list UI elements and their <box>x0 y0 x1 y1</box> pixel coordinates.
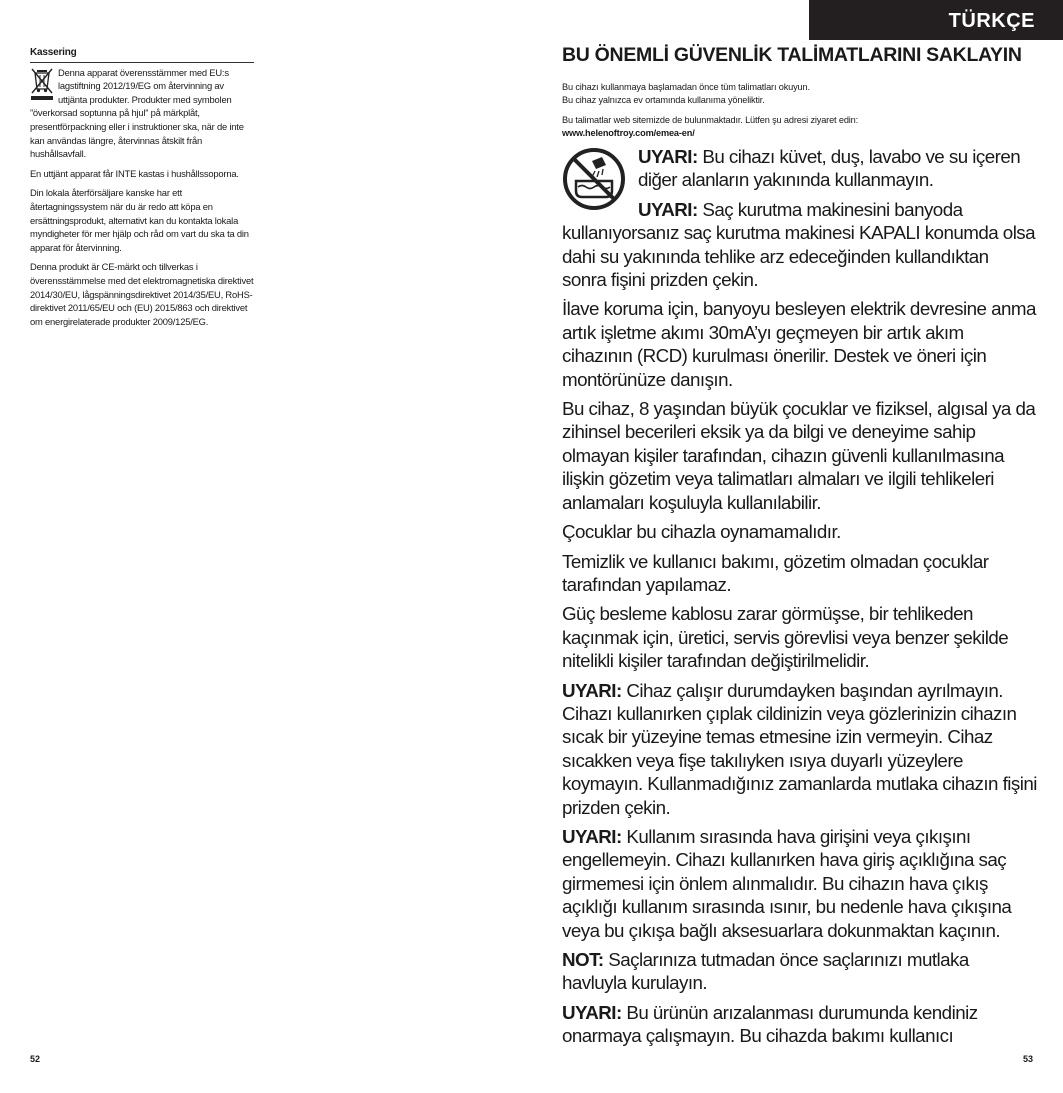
disposal-paragraph-2: En uttjänt apparat får INTE kastas i hushållssoporna. <box>30 167 239 179</box>
page-number-left: 52 <box>30 1054 41 1064</box>
page-title: BU ÖNEMLİ GÜVENLİK TALİMATLARINI SAKLAYIN <box>562 44 1022 66</box>
warning-label: UYARI: <box>638 198 698 220</box>
warning-3-text: Cihaz çalışır durumdayken başından ayrılmayın. Cihazı kullanırken çıplak cildinizin veya gözlerinizin cihazın sıcak bir yüzeyine temas etmesine izin vermeyin. Cihaz sıcakken veya fişe takılıyken ısıya duyarlı yüzeylere koymayın. Kullanmadığınız zamanlarda mutlaka cihazın fişini prizden çekin. <box>562 679 1037 818</box>
disposal-heading: Kassering <box>30 46 254 63</box>
warning-label: UYARI: <box>562 679 622 701</box>
warning-2-text: Saç kurutma makinesini banyoda kullanıyorsanız saç kurutma makinesi KAPALI konumda olsa dahi su yakınında tehlike arz edeceğinden kullandıktan sonra fişini prizden çekin. <box>562 198 1036 291</box>
warning-4 <box>562 825 1037 942</box>
disposal-paragraph-3: Din lokala återförsäljare kanske har ett återtagningssystem när du är redo att köpa en ersättningsprodukt, alternativt kan du kontakta lokala myndigheter för mer hjälp och råd om vart du ska ta din apparat för återvinning. <box>30 187 249 253</box>
warning-1 <box>562 145 1037 192</box>
no-bath-shower-warning-icon <box>562 147 626 211</box>
warning-label: UYARI: <box>562 1001 622 1023</box>
children-paragraph: Bu cihaz, 8 yaşından büyük çocuklar ve fiziksel, algısal ya da zihinsel becerileri eksik ya da bilgi ve deneyime sahip olmayan kişiler tarafından, cihazın güvenli kullanılmasına ilişkin gözetim veya talimatları almaları ve ilgili tehlikeleri anlamaları koşuluyla kullanılabilir. <box>562 398 1036 513</box>
intro-line-2: Bu cihaz yalnızca ev ortamında kullanıma yöneliktir. <box>562 94 765 105</box>
rcd-paragraph: İlave koruma için, banyoyu besleyen elektrik devresine anma artık işletme akımı 30mA’yı geçmeyen bir artık akım cihazının (RCD) kurulması önerilir. Destek ve öneri için montörünüze danışın. <box>562 298 1036 390</box>
cord-paragraph: Güç besleme kablosu zarar görmüşse, bir tehlikeden kaçınmak için, üretici, servis görevlisi veya benzer şekilde nitelikli kişiler tarafından değiştirilmelidir. <box>562 603 1009 672</box>
warning-label: UYARI: <box>638 146 698 167</box>
right-page-safety-section <box>562 44 1037 1054</box>
warning-label: UYARI: <box>562 825 622 847</box>
warning-2 <box>562 198 1037 292</box>
note-1 <box>562 948 1037 995</box>
note-1-text: Saçlarınıza tutmadan önce saçlarınızı mutlaka havluyla kurulayın. <box>562 949 969 994</box>
left-page-disposal-section <box>30 46 254 334</box>
cleaning-paragraph: Temizlik ve kullanıcı bakımı, gözetim olmadan çocuklar tarafından yapılamaz. <box>562 550 989 595</box>
web-line: Bu talimatlar web sitemizde de bulunmaktadır. Lütfen şu adresi ziyaret edin: <box>562 115 859 125</box>
intro-line-1: Bu cihazı kullanmaya başlamadan önce tüm talimatları okuyun. <box>562 82 810 92</box>
warning-3 <box>562 679 1037 819</box>
crossed-out-bin-icon <box>30 67 54 101</box>
language-tab: TÜRKÇE <box>809 0 1063 40</box>
disposal-paragraph-4: Denna produkt är CE-märkt och tillverkas i överensstämmelse med det elektromagnetiska direktivet 2014/30/EU, lågspänningsdirektivet 2014/35/EU, RoHS-direktivet 2011/65/EU och (EU) 2015/863 och direktivet om energirelaterade produkter 2009/125/EG. <box>30 261 254 327</box>
warning-5 <box>562 1001 1037 1048</box>
play-paragraph: Çocuklar bu cihazla oynamamalıdır. <box>562 521 841 543</box>
note-label: NOT: <box>562 949 604 970</box>
warning-4-text: Kullanım sırasında hava girişini veya çıkışını engellemeyin. Cihazı kullanırken hava giriş açıklığına saç girmemesi için önlem alınmalıdır. Bu cihazın hava çıkış açıklığı kullanım sırasında ısınır, bu nedenle hava çıkışına veya bu çıkışa bağlı aksesuarlara dokunmaktan kaçının. <box>562 825 1012 941</box>
warning-1-text: Bu cihazı küvet, duş, lavabo ve su içeren diğer alanların yakınında kullanmayın. <box>638 146 1021 191</box>
warning-5-text: Bu ürünün arızalanması durumunda kendiniz onarmaya çalışmayın. Bu cihazda bakımı kullanıcı <box>562 1001 978 1047</box>
website-link[interactable]: www.helenoftroy.com/emea-en/ <box>562 127 695 138</box>
disposal-paragraph-1: Denna apparat överensstämmer med EU:s lagstiftning 2012/19/EG om återvinning av uttjänta produkter. Produkter med symbolen ”överkorsad soptunna på hjul” på märkplåt, presentförpackning eller i instruktioner ska, när de inte kan användas längre, återvinnas åtskilt från hushållsavfall. <box>30 66 244 160</box>
page-number-right: 53 <box>1022 1054 1033 1064</box>
